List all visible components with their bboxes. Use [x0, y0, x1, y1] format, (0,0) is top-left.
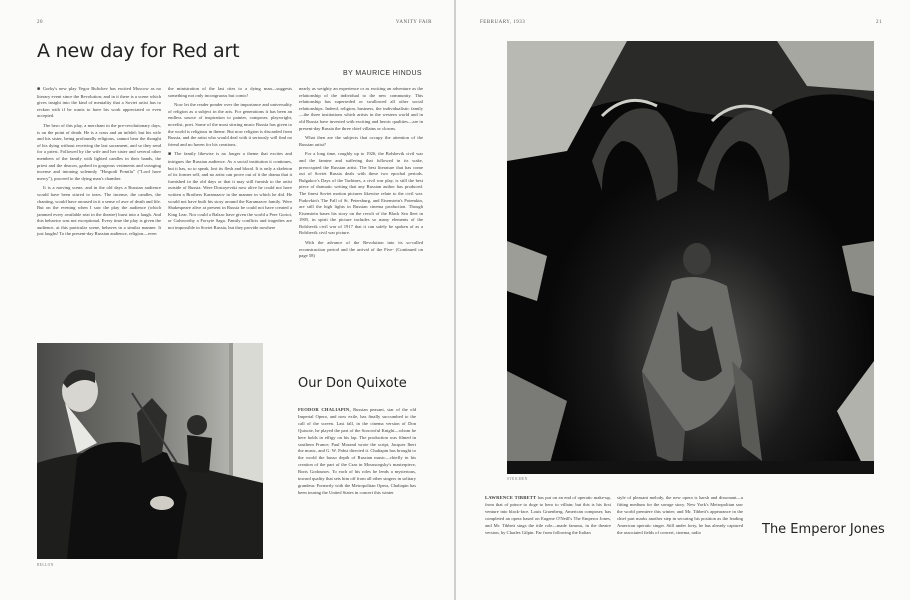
- caption-lead-name: LAWRENCE TIBBETT: [485, 495, 537, 500]
- running-head-right: FEBRUARY, 1933: [480, 20, 526, 25]
- page-number-left: 20: [37, 20, 43, 25]
- byline: BY MAURICE HINDUS: [342, 70, 422, 77]
- paragraph: The family likewise is no longer a theme that excites and intrigues the Russian audience. As a social institution it continues, but it has, so to speak, lost its flesh and blood. It is only a skeleton of its former self, and no artist can prove out of it the drama that it furnished in the old days or that it may still furnish to the artist outside of Russia. Were Dostoyevski now alive he could not have written a Brothers Karamazov in the manner in which he did. He would not have built his story around the Karamazov family. Were Shakespeare alive at present in Russia he could not have created a King Lear. Nor could a Balzac have given the world a Pere Goriot, or Galsworthy a Forsyte Saga. Family conflicts and tragedies are not impossible in Soviet Russia, but they provide nowhere: [168, 151, 292, 230]
- running-head-left: VANITY FAIR: [395, 20, 432, 25]
- headline: A new day for Red art: [37, 40, 240, 62]
- caption-body: Russian peasant, star of the old Imperial Opera, and now exile, has finally succumbed to the call of the screen. Last fall, in the cinema version of Don Quixote, he played the part of the Sorrowful Knight—whom he here holds in effigy on his lap. The production was filmed in southern France; Paul Morand wrote the script, Jacques Ibert the music, and G. W. Pabst directed it. Chaliapin has brought to the world the basso depth of Russian music—chiefly in his creation of the part of the Czar in Moussorgsky's masterpiece, Boris Godounov. To each of his roles he lends a mysterious, inward quality that sets him off from all other singers in solitary grandeur. Formerly with the Metropolitan Opera, Chaliapin has been touring the United States in concert this winter: [298, 407, 417, 495]
- caption-title-left: Our Don Quixote: [298, 376, 407, 391]
- chaliapin-photo-image: [37, 343, 263, 559]
- paragraph: Now let the reader ponder over the importance and universality of religion as a subject in the arts. For generations it has been an endless source of inspiration to painter, composer, playwright, novelist, poet. Some of the most stirring music Russia has given to the world is religious in theme. But now religion is discarded from Russia, and the artist who would deal with it seriously will find no friend and no haven for his creations.: [168, 102, 292, 147]
- paragraph: What then are the subjects that occupy the attention of the Russian artist?: [299, 135, 423, 147]
- emperor-jones-photo: [507, 41, 874, 474]
- photo-credit-left: BELLON: [37, 563, 54, 567]
- left-page: [0, 0, 454, 600]
- page-number-right: 21: [876, 20, 882, 25]
- paragraph: the ministration of the last rites to a dying man—suggests something not only incongruous but comic!: [168, 86, 292, 98]
- bullet-icon: ■: [168, 152, 173, 158]
- paragraph: The hero of this play, a merchant in the pre-revolutionary days, is on the point of death. He is a crass and an infidel; but his wife and his sister, being profoundly religious, cannot bear the thought of his dying without receiving the last sacrament, and so they send for a priest. Followed by the wife and her sister and several other members of the family with lighted candles in their hands, the priest and the deacon, garbed in gorgeous vestments and swinging incense and intoning solemnly "Hospodi Pomilu" ("Lord have mercy"), proceed to the dying man's chamber.: [37, 122, 161, 181]
- article-column-1: [37, 86, 161, 241]
- paragraph: It is a moving scene, and in the old days a Russian audience would have been stirred to tears. The incense, the candles, the chanting, would have aroused in it a sense of awe of death and life. But on the evening when I saw the play the audience (which jammed every available seat in the theatre) burst into a laugh. And this behavior was not exceptional. Every time the play is given the audience, at this particular scene, behaves in a similar manner. It just laughs! To the present-day Russian audience, religion—even: [37, 185, 161, 237]
- caption-body: style of pleasant melody, the new opera is harsh and dissonant—a fitting medium for the savage story. New York's Metropolitan saw the world premiere this winter; and Mr. Tibbett's appearance in the chief part marks another step in securing his position as the leading American operatic singer. Still under forty, he has already captured the associated fields of concert, cinema, radio: [617, 495, 743, 535]
- bullet-icon: ■: [37, 87, 41, 92]
- caption-title-right: The Emperor Jones: [762, 522, 885, 537]
- caption-column-right-1: [485, 495, 611, 536]
- emperor-jones-photo-image: [507, 41, 874, 474]
- photo-credit-right: STEICHEN: [507, 477, 528, 481]
- paragraph: nearly as weighty an experience or as exciting an adventure as the relationship of the individual to the new community. This relationship has superseded or swallowed all other social relationships. Indeed, religion, business, the individualistic family—the three institutions which artists in the western world and in old Russia have invested with exciting and heroic qualities—are in present-day Russia the three chief villains or clowns.: [299, 86, 423, 131]
- article-column-3: [299, 86, 423, 263]
- right-page: [456, 0, 910, 600]
- caption-text-left: [298, 407, 416, 497]
- paragraph: For a long time, roughly up to 1926, the Bolshevik civil war and the famine and suffering that followed in its wake, preoccupied the Russian artist. The best literature that has come out of Soviet Russia deals with these two epochal periods. Bulgakov's Days of the Turbines, a civil war play, is still the best piece of dramatic writing that any Russian author has produced. The finest Soviet motion pictures likewise relate to the civil war. Pudovkin's The Fall of St. Petersburg, and Eisenstein's Potemkin, are still the high lights in Russian cinema production. Though Eisenstein bases his story on the revolt of the Black Sea fleet in 1905, in spirit the picture includes so many elements of the Bolshevik civil war of 1917 that it can safely be spoken of as a Bolshevik civil war picture.: [299, 151, 423, 236]
- chaliapin-photo: [37, 343, 263, 559]
- caption-column-right-2: [617, 495, 743, 536]
- caption-body: has put on an end of operatic make-up, from that of prince to doge to hero to villain; but this is his first venture into black-face. Louis Gruenberg, American composer, has completed an opera based on Eugene O'Neill's The Emperor Jones, and Mr. Tibbett sings the title role—made famous, in the theatre version, by Charles Gilpin. Far from following the Italian: [485, 495, 612, 535]
- caption-lead-name: FEODOR CHALIAPIN,: [298, 407, 351, 412]
- article-column-2: [168, 86, 292, 234]
- paragraph: With the advance of the Revolution into its so-called reconstruction period and the arrival of the Five- (Continued on page 58): [299, 240, 423, 259]
- paragraph: Gorky's new play Yegor Bulichev has excited Moscow as no literary event since the Revolution; and in it there is a scene which gives insight into the kind of mentality that a Soviet artist has to reckon with if he wants to have his work appreciated or even accepted.: [37, 86, 161, 119]
